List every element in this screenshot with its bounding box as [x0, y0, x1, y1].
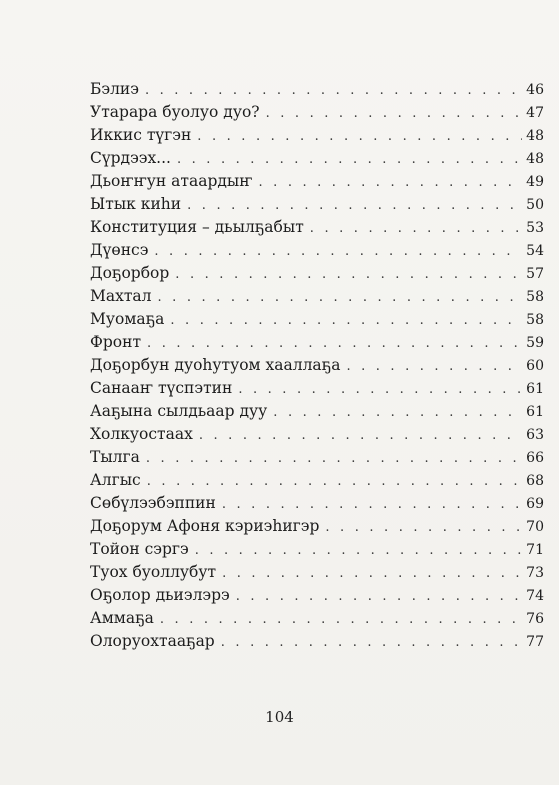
- toc-dot-leader: [197, 125, 522, 148]
- toc-entry: [90, 193, 544, 216]
- toc-entry: [90, 78, 544, 101]
- toc-entry-title: Конституция – дьылҕабыт: [90, 218, 304, 236]
- toc-entry-title: Доҕорбун дуоһутуом хааллаҕа: [90, 356, 341, 374]
- toc-dot-leader: [222, 562, 522, 585]
- toc-entry-title: Холкуостаах: [90, 425, 193, 443]
- toc-entry-page: 73: [526, 565, 544, 581]
- toc-entry: [90, 124, 544, 147]
- toc-entry-title: Утарара буолуо дуо?: [90, 103, 260, 121]
- toc-entry-title: Доҕорбор: [90, 264, 170, 282]
- toc-entry-page: 46: [526, 82, 544, 98]
- toc-entry-page: 77: [526, 634, 544, 650]
- toc-dot-leader: [187, 194, 522, 217]
- toc-dot-leader: [222, 493, 522, 516]
- toc-dot-leader: [158, 286, 523, 309]
- toc-entry-title: Дүөнсэ: [90, 241, 149, 259]
- toc-entry-title: Иккис түгэн: [90, 126, 192, 144]
- toc-entry-title: Фронт: [90, 333, 142, 351]
- toc-entry: [90, 607, 544, 630]
- toc-entry-page: 63: [526, 427, 544, 443]
- toc-entry-page: 47: [526, 105, 544, 121]
- toc-entry-title: Алгыс: [90, 471, 141, 489]
- toc-entry-title: Тойон сэргэ: [90, 540, 189, 558]
- toc-entry: [90, 446, 544, 469]
- toc-entry-page: 57: [526, 266, 544, 282]
- toc-dot-leader: [258, 171, 522, 194]
- toc-entry: [90, 308, 544, 331]
- table-of-contents: [90, 78, 544, 653]
- toc-entry-page: 61: [526, 404, 544, 420]
- toc-entry: [90, 469, 544, 492]
- toc-entry: [90, 561, 544, 584]
- toc-entry: [90, 584, 544, 607]
- toc-entry: [90, 354, 544, 377]
- toc-dot-leader: [325, 516, 522, 539]
- toc-entry: [90, 285, 544, 308]
- toc-dot-leader: [236, 585, 522, 608]
- toc-entry-title: Ытык киһи: [90, 195, 182, 213]
- toc-entry-title: Ааҕына сылдьаар дуу: [90, 402, 268, 420]
- toc-entry: [90, 538, 544, 561]
- toc-entry: [90, 400, 544, 423]
- toc-entry-title: Тылгa: [90, 448, 140, 466]
- toc-entry-page: 60: [526, 358, 544, 374]
- toc-entry-page: 54: [526, 243, 544, 259]
- toc-dot-leader: [266, 102, 523, 125]
- toc-dot-leader: [273, 401, 522, 424]
- toc-entry-page: 59: [526, 335, 544, 351]
- toc-entry-page: 70: [526, 519, 544, 535]
- toc-entry-title: Аммаҕа: [90, 609, 154, 627]
- toc-dot-leader: [238, 378, 522, 401]
- toc-entry-page: 48: [526, 151, 544, 167]
- toc-entry: [90, 101, 544, 124]
- toc-entry-title: Доҕорум Афоня кэриэһигэр: [90, 517, 320, 535]
- toc-dot-leader: [221, 631, 522, 654]
- toc-entry-title: Дьоҥҥун атаардыҥ: [90, 172, 253, 190]
- toc-dot-leader: [310, 217, 522, 240]
- toc-dot-leader: [199, 424, 522, 447]
- toc-entry-title: Бэлиэ: [90, 80, 139, 98]
- toc-entry: [90, 170, 544, 193]
- toc-entry-title: Туох буоллубут: [90, 563, 217, 581]
- toc-entry-title: Сөбүлээбэппин: [90, 494, 216, 512]
- toc-entry-page: 48: [526, 128, 544, 144]
- toc-dot-leader: [170, 309, 522, 332]
- toc-entry: [90, 423, 544, 446]
- toc-entry: [90, 262, 544, 285]
- toc-entry-page: 58: [526, 289, 544, 305]
- toc-entry-title: Олоруохтааҕар: [90, 632, 215, 650]
- toc-entry-page: 50: [526, 197, 544, 213]
- toc-entry-page: 71: [526, 542, 544, 558]
- toc-entry-page: 53: [526, 220, 544, 236]
- toc-dot-leader: [145, 79, 522, 102]
- toc-entry-page: 68: [526, 473, 544, 489]
- page-number: 104: [265, 708, 294, 726]
- toc-entry-title: Махтал: [90, 287, 152, 305]
- toc-entry-title: Муомаҕа: [90, 310, 165, 328]
- toc-entry-page: 76: [526, 611, 544, 627]
- toc-entry: [90, 377, 544, 400]
- toc-entry: [90, 239, 544, 262]
- toc-entry: [90, 515, 544, 538]
- toc-entry: [90, 492, 544, 515]
- toc-entry-page: 58: [526, 312, 544, 328]
- toc-dot-leader: [154, 240, 522, 263]
- toc-dot-leader: [177, 148, 522, 171]
- toc-dot-leader: [175, 263, 522, 286]
- toc-entry-page: 74: [526, 588, 544, 604]
- toc-dot-leader: [146, 447, 522, 470]
- toc-entry-page: 66: [526, 450, 544, 466]
- toc-dot-leader: [147, 332, 522, 355]
- toc-dot-leader: [147, 470, 522, 493]
- toc-entry-title: Санааҥ түспэтин: [90, 379, 233, 397]
- toc-entry-title: Оҕолор дьиэлэрэ: [90, 586, 230, 604]
- toc-dot-leader: [195, 539, 522, 562]
- toc-entry-title: Сүрдээх...: [90, 149, 171, 167]
- toc-dot-leader: [160, 608, 522, 631]
- toc-entry-page: 69: [526, 496, 544, 512]
- toc-entry: [90, 147, 544, 170]
- toc-entry: [90, 331, 544, 354]
- toc-entry-page: 49: [526, 174, 544, 190]
- toc-entry: [90, 630, 544, 653]
- toc-dot-leader: [346, 355, 522, 378]
- toc-entry: [90, 216, 544, 239]
- toc-entry-page: 61: [526, 381, 544, 397]
